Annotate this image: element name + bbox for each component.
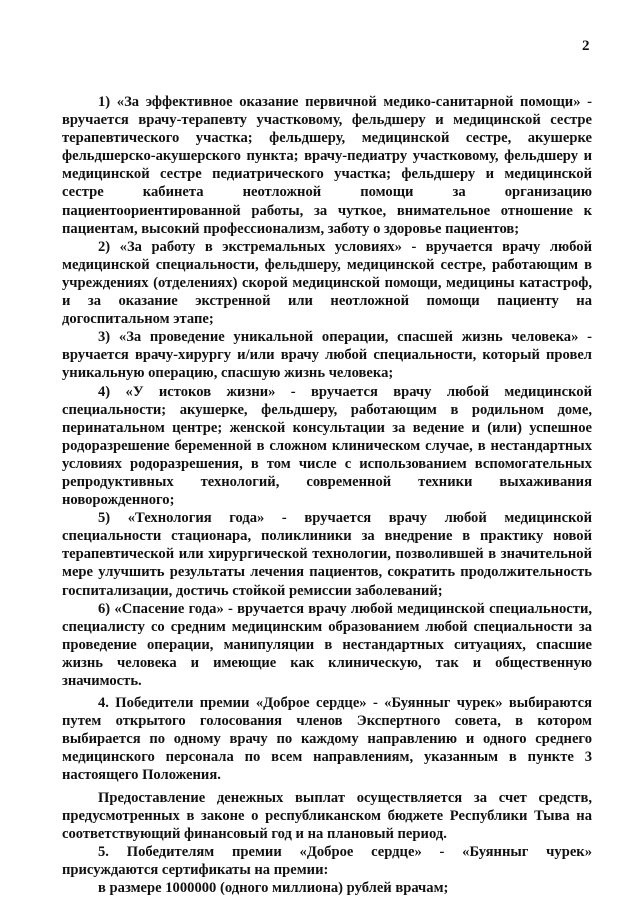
paragraph-funding: Предоставление денежных выплат осуществляется за счет средств, предусмотренных в законе о республиканском бюджете Республики Тыва на соответствующий финансовый год и на плановый период. <box>62 789 592 842</box>
paragraph-award-amount: в размере 1000000 (одного миллиона) рублей врачам; <box>98 880 449 897</box>
paragraph-clause-4: 4. Победители премии «Доброе сердце» - «Буянныг чурек» выбираются путем открытого голосования членов Экспертного совета, в котором выбирается по одному врачу по каждому направлению и одного среднего медицинского персонала по всем направлениям, указанным в пункте 3 настоящего Положения. <box>62 695 592 784</box>
paragraph-nomination-2: 2) «За работу в экстремальных условиях» - вручается врачу любой медицинской специальности, фельдшеру, медицинской сестре, работающим в учреждениях (отделениях) скорой медицинской помощи, медицины катастроф, и за оказание экстренной или неотложной помощи пациенту на догоспитальном этапе; <box>62 238 592 328</box>
paragraph-clause-5: 5. Победителям премии «Доброе сердце» - «Буянныг чурек» присуждаются сертификаты на премии: <box>62 843 592 878</box>
document-body <box>62 93 592 897</box>
paragraph-nomination-4: 4) «У истоков жизни» - вручается врачу любой медицинской специальности; акушерке, фельдшеру, работающим в родильном доме, перинатальном центре; женской консультации за ведение и (или) успешное родоразрешение беременной в сложном клиническом случае, в нестандартных условиях родоразрешения, в том числе с использованием вспомогательных репродуктивных технологий, современной техники выхаживания новорожденного; <box>62 383 592 509</box>
page-number: 2 <box>582 38 590 54</box>
paragraph-nomination-6: 6) «Спасение года» - вручается врачу любой медицинской специальности, специалисту со средним медицинским образованием любой специальности за проведение операции, манипуляции в нестандартных ситуациях, спасшие жизнь человека и имеющие как клиническую, так и общественную значимость. <box>62 600 592 689</box>
paragraph-nomination-3: 3) «За проведение уникальной операции, спасшей жизнь человека» - вручается врачу-хирургу и/или врачу любой специальности, который провел уникальную операцию, спасшую жизнь человека; <box>62 329 592 382</box>
paragraph-nomination-5: 5) «Технология года» - вручается врачу любой медицинской специальности стационара, поликлиники за внедрение в практику новой терапевтической или хирургической технологии, позволившей в значительной мере улучшить результаты лечения пациентов, сократить продолжительность госпитализации, достичь стойкой ремиссии заболеваний; <box>62 510 592 599</box>
paragraph-nomination-1: 1) «За эффективное оказание первичной медико-санитарной помощи» - вручается врачу-терапевту участковому, фельдшеру и медицинской сестре терапевтического участка; фельдшеру, медицинской сестре, акушерке фельдшерско-акушерского пункта; врачу-педиатру участковому, фельдшеру и медицинской сестре педиатрического участка; фельдшеру и медицинской сестре кабинета неотложной помощи за организацию пациентоориентированной работы, за чуткое, внимательное отношение к пациентам, высокий профессионализм, заботу о здоровье пациентов; <box>62 94 592 237</box>
